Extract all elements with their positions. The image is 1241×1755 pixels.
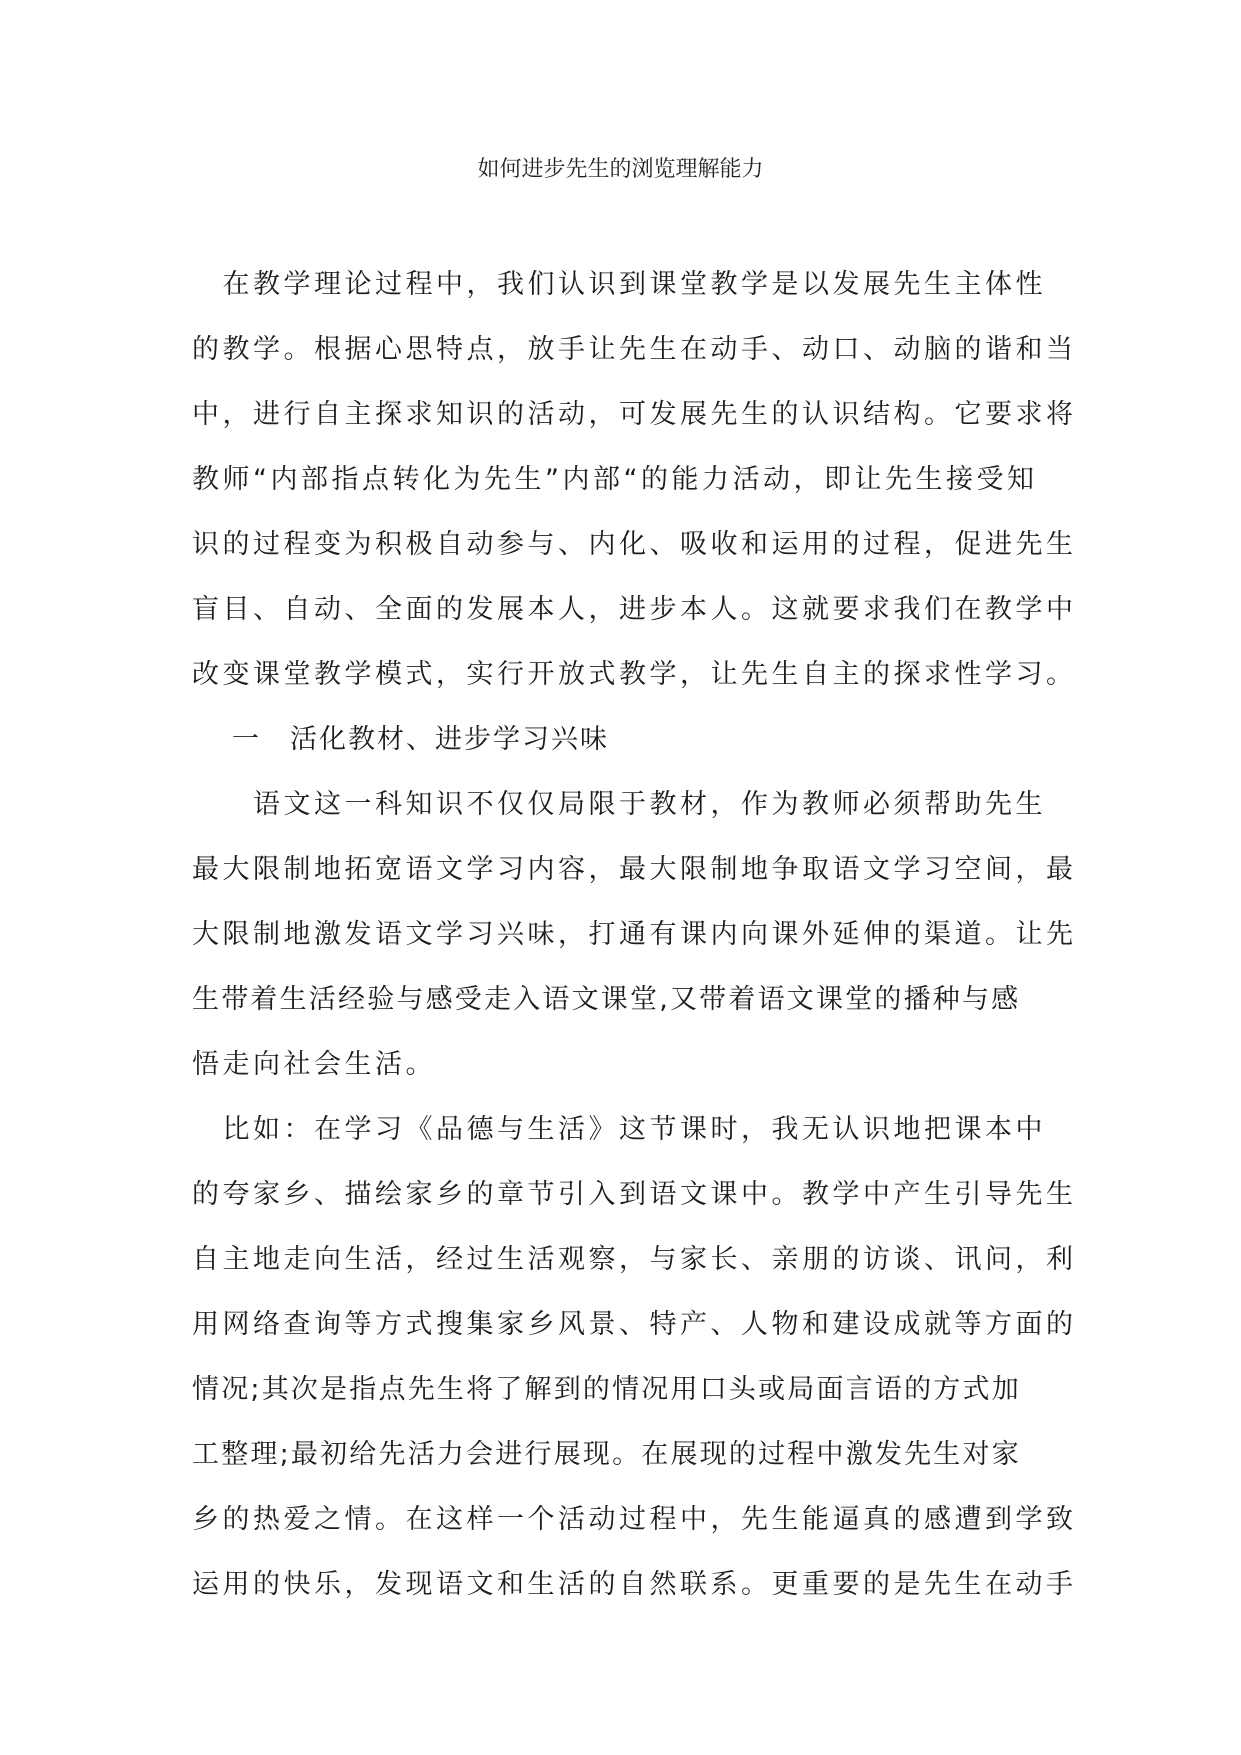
paragraph-line: 自主地走向生活，经过生活观察，与家长、亲朋的访谈、讯问，利 <box>192 1244 1077 1275</box>
paragraph-line: 比如：在学习《品德与生活》这节课时，我无认识地把课本中 <box>192 1114 1046 1145</box>
document-body <box>192 252 1077 1617</box>
paragraph-line: 的夸家乡、描绘家乡的章节引入到语文课中。教学中产生引导先生 <box>192 1179 1077 1210</box>
paragraph-line: 工整理;最初给先活力会进行展现。在展现的过程中激发先生对家 <box>192 1439 1021 1470</box>
paragraph-line: 最大限制地拓宽语文学习内容，最大限制地争取语文学习空间，最 <box>192 854 1077 885</box>
section-heading <box>192 707 1062 772</box>
paragraph-line: 教师“内部指点转化为先生”内部“的能力活动，即让先生接受知 <box>192 464 1038 495</box>
document-title: 如何进步先生的浏览理解能力 <box>477 157 764 182</box>
section-number: 一 <box>232 724 261 755</box>
paragraph-line: 生带着生活经验与感受走入语文课堂,又带着语文课堂的播种与感 <box>192 984 1021 1015</box>
paragraph-line: 识的过程变为积极自动参与、内化、吸收和运用的过程，促进先生 <box>192 529 1077 560</box>
paragraph-line: 情况;其次是指点先生将了解到的情况用口头或局面言语的方式加 <box>192 1374 1021 1405</box>
paragraph-line: 在教学理论过程中，我们认识到课堂教学是以发展先生主体性 <box>192 269 1046 300</box>
paragraph-line: 盲目、自动、全面的发展本人，进步本人。这就要求我们在教学中 <box>192 594 1077 625</box>
section-heading-text: 活化教材、进步学习兴味 <box>290 724 609 755</box>
paragraph-line: 语文这一科知识不仅仅局限于教材，作为教师必须帮助先生 <box>192 789 1046 820</box>
paragraph-line: 运用的快乐，发现语文和生活的自然联系。更重要的是先生在动手 <box>192 1569 1077 1600</box>
paragraph-line: 中，进行自主探求知识的活动，可发展先生的认识结构。它要求将 <box>192 399 1077 430</box>
paragraph-line: 用网络查询等方式搜集家乡风景、特产、人物和建设成就等方面的 <box>192 1309 1077 1340</box>
paragraph-line: 改变课堂教学模式，实行开放式教学，让先生自主的探求性学习。 <box>192 659 1077 690</box>
paragraph-line: 大限制地激发语文学习兴味，打通有课内向课外延伸的渠道。让先 <box>192 919 1077 950</box>
paragraph-line: 悟走向社会生活。 <box>192 1049 436 1080</box>
paragraph-line: 乡的热爱之情。在这样一个活动过程中，先生能逼真的感遭到学致 <box>192 1504 1077 1535</box>
paragraph-line: 的教学。根据心思特点，放手让先生在动手、动口、动脑的谐和当 <box>192 334 1077 365</box>
